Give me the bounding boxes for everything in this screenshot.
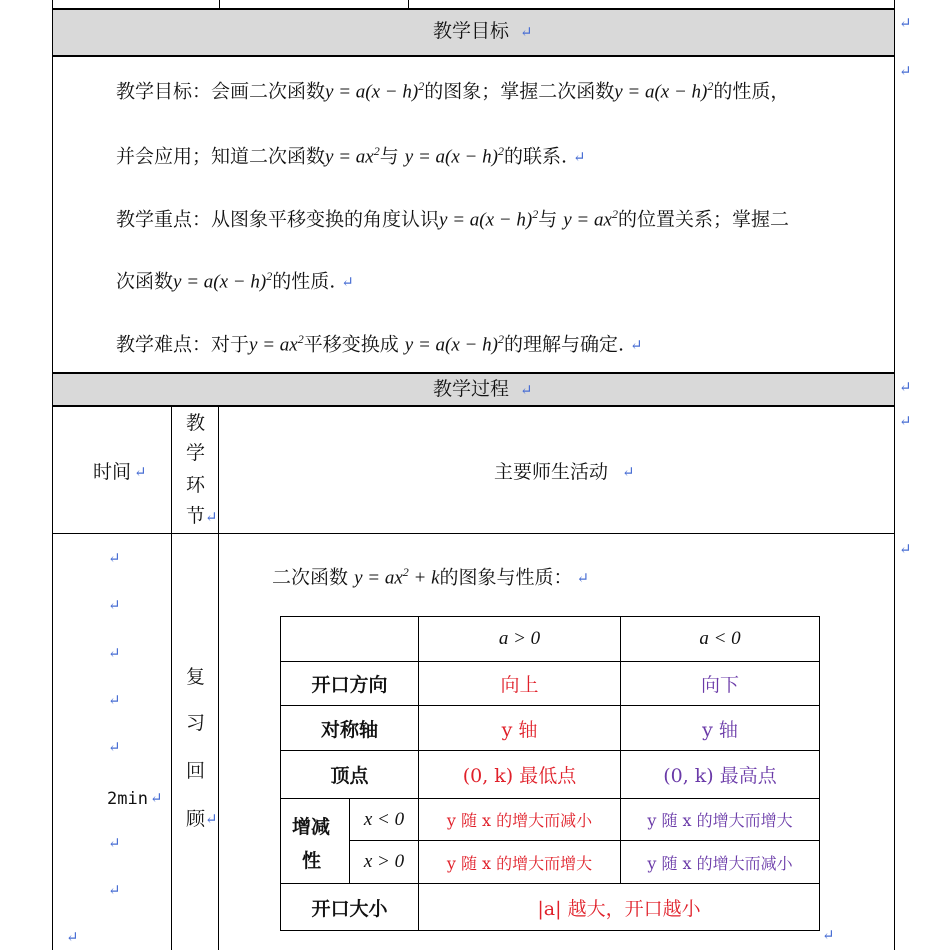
row-label-vertex: 顶点: [330, 765, 369, 787]
row-stage-1: 复: [186, 666, 206, 688]
table-border-stub: [408, 0, 409, 8]
activity-intro: 二次函数 $y = ax^2 + k$的图象与性质： ↵: [272, 565, 590, 589]
cell-mono-neg-2: y 随 x 的增大而减小: [647, 853, 793, 873]
table-border-left: [52, 0, 53, 950]
table-head-a-positive: a > 0: [498, 628, 541, 649]
cond-x-negative: x < 0: [363, 808, 405, 830]
return-mark: ↵: [520, 23, 533, 41]
column-header-stage-4: 节: [186, 505, 206, 527]
column-header-stage-3: 环: [186, 474, 206, 496]
column-header-stage-1: 教: [186, 412, 206, 434]
table-border-right: [894, 0, 895, 950]
table-border-col: [218, 406, 219, 950]
section-title-goal: 教学目标: [433, 20, 510, 42]
cell-axis-positive: y 轴: [501, 718, 538, 741]
row-time: 2min: [107, 789, 148, 809]
table-border: [52, 372, 895, 374]
table-head-a-negative: a < 0: [699, 628, 741, 649]
return-mark: ↵: [520, 381, 533, 399]
cell-vertex-negative: (0, k) 最高点: [663, 765, 777, 787]
goal-line-1: 教学目标：会画二次函数$y = a(x - h)^2$的图象；掌握二次函数$y = a(x - h)^2$的性质，: [116, 79, 790, 103]
row-label-monotonicity-2: 性: [302, 850, 322, 872]
cell-opening-negative: 向下: [700, 674, 739, 696]
difficulty-line: 教学难点：对于$y = ax^2$平移变换成 $y = a(x - h)^2$的理解与确定. ↵: [116, 332, 643, 356]
key-point-line-1: 教学重点：从图象平移变换的角度认识$y = a(x - h)^2$与 $y = ax^2$的位置关系；掌握二: [116, 207, 789, 231]
column-header-time: 时间: [93, 461, 132, 483]
table-border-col: [171, 406, 172, 950]
cell-opening-positive: 向上: [500, 674, 539, 696]
cell-size-value: |a| 越大，开口越小: [537, 897, 701, 920]
table-border-stub: [219, 0, 220, 8]
row-label-opening: 开口方向: [311, 674, 388, 696]
row-stage-3: 回: [186, 760, 206, 782]
cell-mono-pos-2: y 随 x 的增大而增大: [446, 853, 593, 873]
table-border: [52, 405, 895, 407]
goal-line-2: 并会应用；知道二次函数$y = ax^2$与 $y = a(x - h)^2$的联系. ↵: [116, 144, 586, 168]
cell-axis-negative: y 轴: [702, 718, 738, 741]
cell-vertex-positive: (0, k) 最低点: [462, 765, 577, 787]
table-border: [52, 55, 895, 57]
cond-x-positive: x > 0: [363, 851, 405, 872]
column-header-stage-2: 学: [186, 442, 206, 464]
table-border: [52, 8, 895, 10]
row-label-size: 开口大小: [311, 897, 388, 920]
row-label-monotonicity-1: 增减: [292, 816, 331, 838]
cell-mono-pos-1: y 随 x 的增大而减小: [446, 811, 593, 830]
row-label-axis: 对称轴: [320, 718, 378, 741]
table-border: [52, 533, 895, 534]
key-point-line-2: 次函数$y = a(x - h)^2$的性质. ↵: [116, 269, 354, 293]
row-stage-4: 顾: [186, 808, 206, 830]
column-header-activity: 主要师生活动: [494, 461, 609, 483]
cell-mono-neg-1: y 随 x 的增大而增大: [647, 811, 793, 830]
section-title-process: 教学过程: [433, 378, 510, 400]
row-stage-2: 习: [186, 712, 206, 734]
